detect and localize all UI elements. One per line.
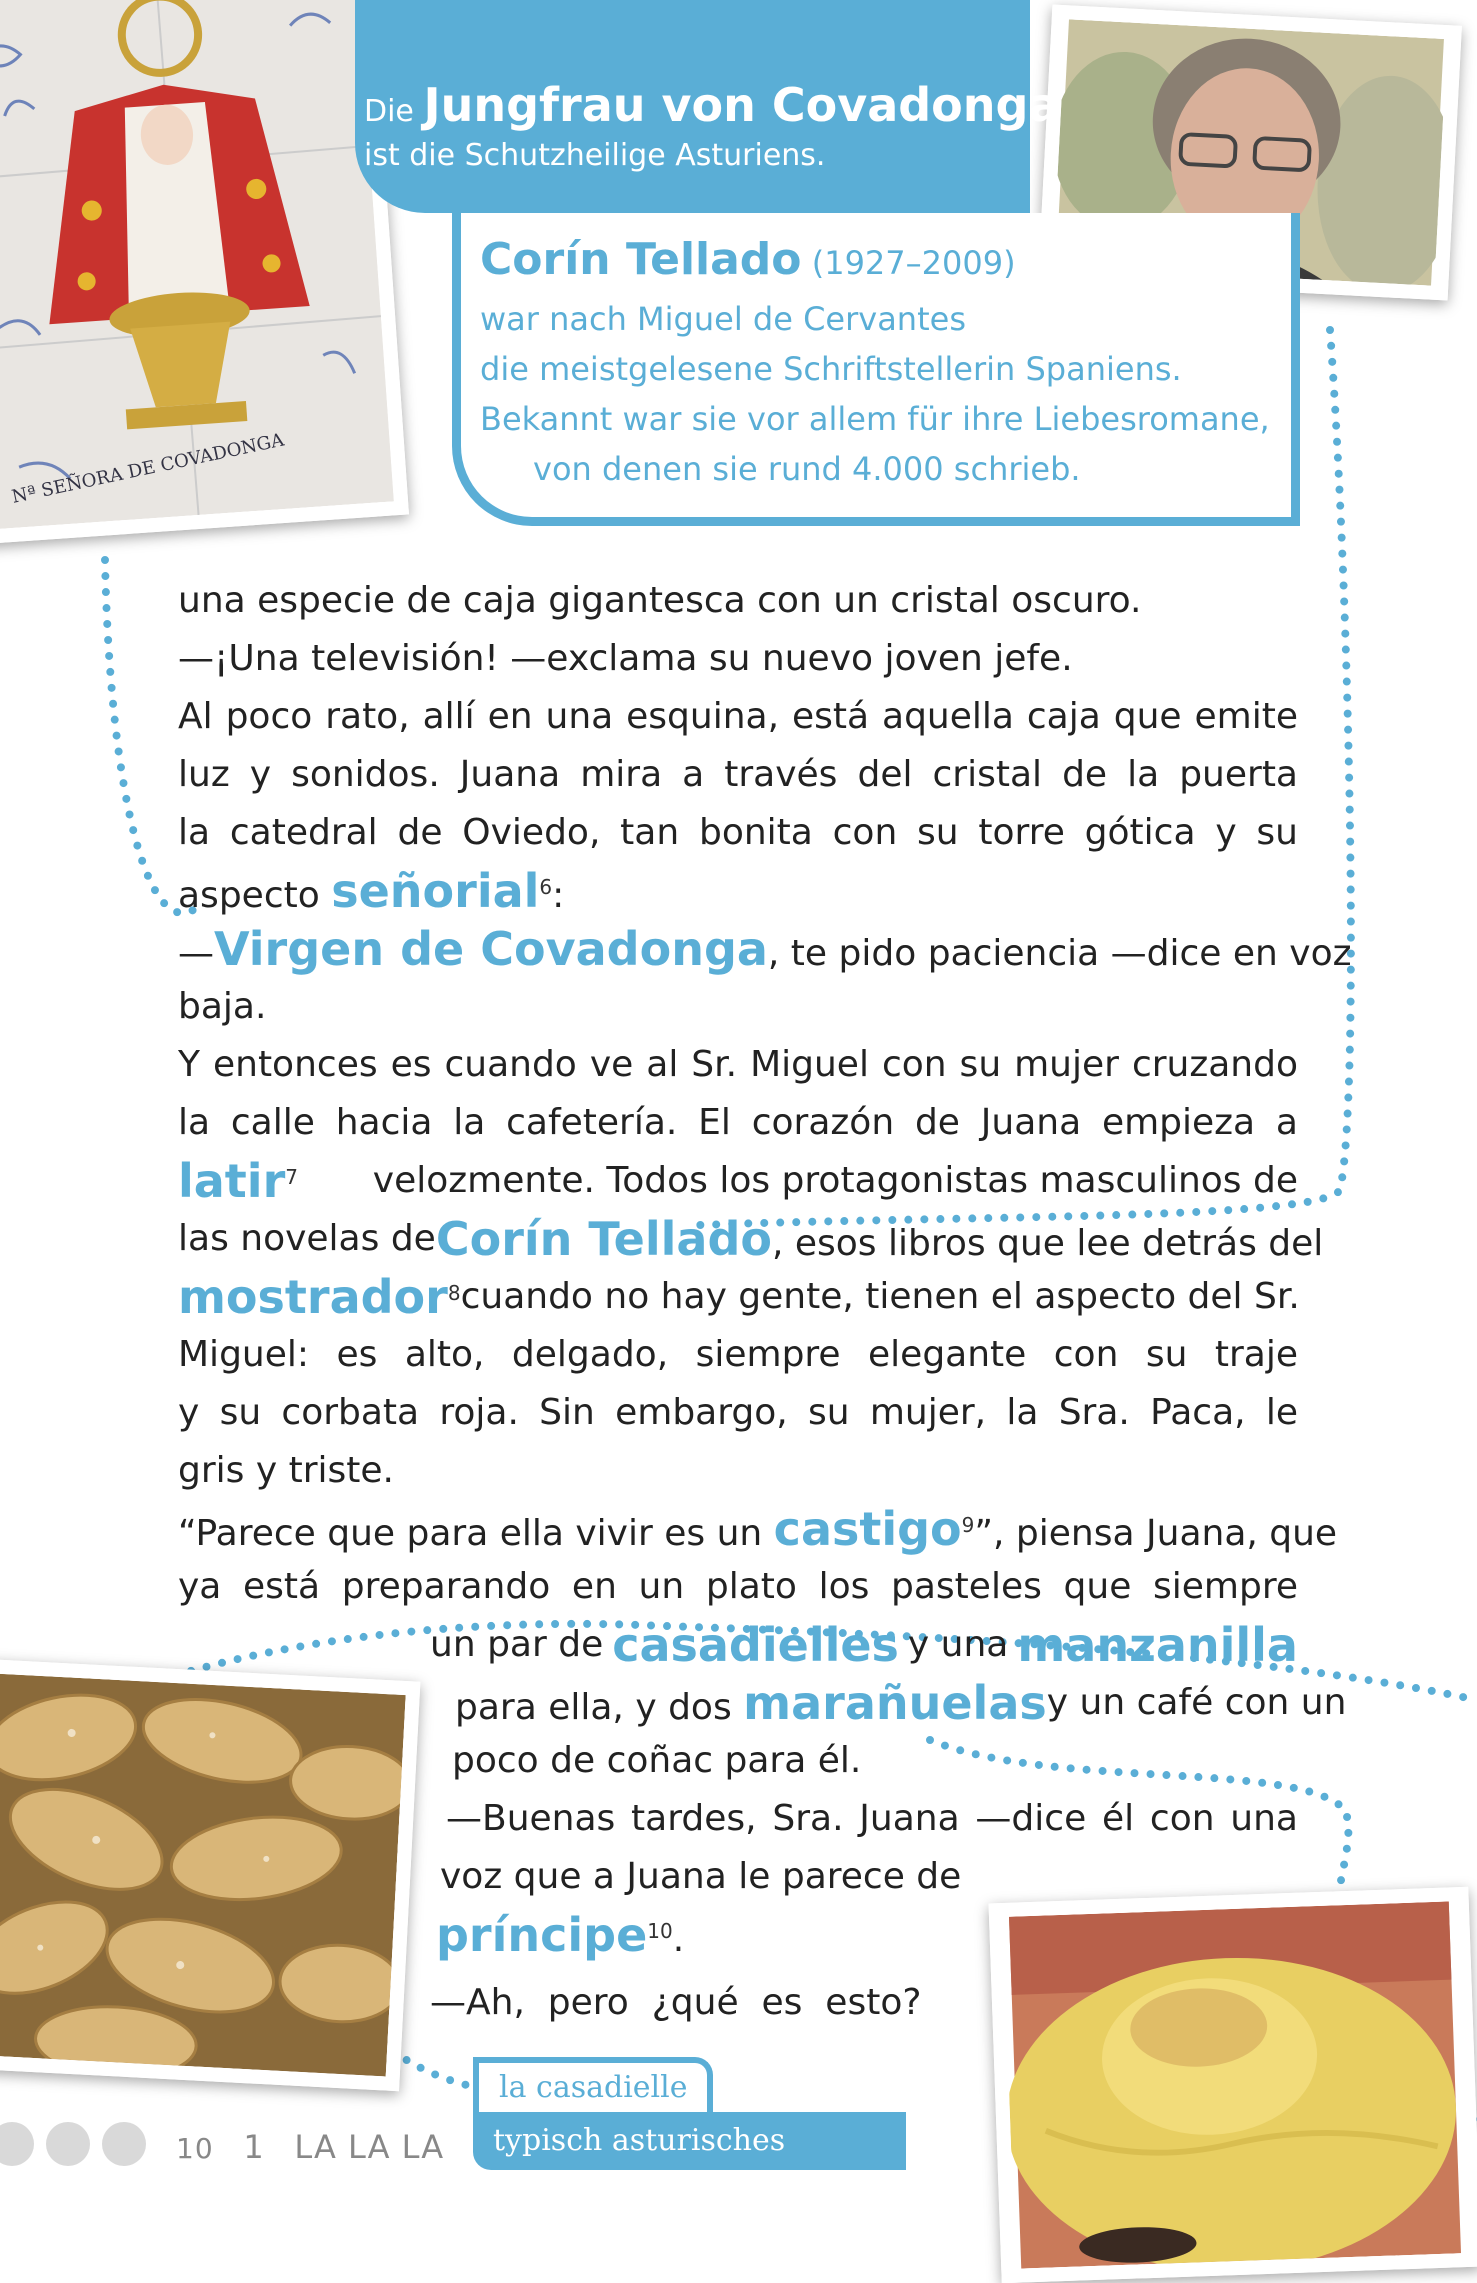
text: ”, piensa Juana, que: [974, 1513, 1338, 1554]
body-line-11: [178, 1152, 1298, 1215]
body-line-16: gris y triste.: [178, 1450, 394, 1491]
footnote-ref: 9: [961, 1513, 975, 1537]
text: cuando no hay gente, tienen el aspecto del Sr.: [460, 1276, 1300, 1317]
text: para ella, y dos: [455, 1687, 732, 1728]
footnote-ref: 8: [447, 1281, 461, 1305]
text: “Parece que para ella vivir es un: [178, 1513, 763, 1554]
footnote-ref: 7: [285, 1165, 298, 1189]
text: y una: [907, 1624, 1009, 1665]
info-name: Corín Tellado: [480, 234, 802, 285]
text: y un café con un: [1046, 1682, 1347, 1723]
keyword-mostrador: mostrador: [178, 1270, 448, 1324]
body-line-22: —Buenas tardes, Sra. Juana —dice él con una: [446, 1798, 1298, 1839]
footnote-ref: 6: [539, 875, 553, 899]
footer-dot: [46, 2122, 90, 2166]
body-line-17: [178, 1500, 1338, 1563]
keyword-casadielles: casadielles: [612, 1618, 899, 1672]
text: aspecto: [178, 875, 320, 916]
text: :: [552, 875, 565, 916]
footer: [176, 2128, 444, 2166]
body-line-8: baja.: [178, 986, 267, 1027]
body-line-18: ya está preparando en un plato los pasteles que siempre: [178, 1566, 1298, 1607]
keyword-castigo: castigo: [773, 1502, 962, 1556]
info-line-3: Bekannt war sie vor allem für ihre Liebesromane,: [480, 400, 1270, 438]
page-number: 10: [176, 2132, 214, 2165]
info-years: (1927–2009): [811, 244, 1016, 282]
chapter-label: LA LA LA: [294, 2128, 445, 2166]
virgin-tile-photo: [0, 0, 409, 544]
text: , te pido paciencia —dice en voz: [767, 933, 1352, 974]
body-line-13: [178, 1268, 1298, 1331]
text: .: [672, 1919, 685, 1960]
keyword-virgen-de-covadonga: Virgen de Covadonga: [214, 922, 768, 976]
maranuela-photo: [989, 1887, 1477, 2283]
body-line-23: voz que a Juana le parece de: [440, 1856, 962, 1897]
body-line-14: Miguel: es alto, delgado, siempre elegante con su traje: [178, 1334, 1298, 1375]
body-line-19: [430, 1616, 1298, 1674]
body-line-15: y su corbata roja. Sin embargo, su mujer, la Sra. Paca, le: [178, 1392, 1298, 1433]
footer-dot: [102, 2122, 146, 2166]
text: , esos libros que lee detrás del: [771, 1223, 1324, 1264]
body-line-3: Al poco rato, allí en una esquina, está aquella caja que emite: [178, 696, 1298, 737]
info-line-2: die meistgelesene Schriftstellerin Spaniens.: [480, 350, 1182, 388]
body-line-24: [436, 1906, 936, 1969]
header-subtitle: ist die Schutzheilige Asturiens.: [364, 138, 826, 173]
keyword-maranuelas: marañuelas: [743, 1676, 1047, 1730]
keyword-senorial: señorial: [331, 864, 540, 918]
text: las novelas de: [178, 1218, 436, 1259]
body-line-9: Y entonces es cuando ve al Sr. Miguel con su mujer cruzando: [178, 1044, 1298, 1085]
info-line-1: war nach Miguel de Cervantes: [480, 300, 966, 338]
body-line-1: una especie de caja gigantesca con un cristal oscuro.: [178, 580, 1142, 621]
text: un par de: [430, 1624, 604, 1665]
keyword-manzanilla: manzanilla: [1017, 1618, 1298, 1672]
body-line-5: la catedral de Oviedo, tan bonita con su torre gótica y su: [178, 812, 1298, 853]
header-title-bold: Jungfrau von Covadonga: [423, 78, 1060, 132]
body-line-2: —¡Una televisión! —exclama su nuevo joven jefe.: [178, 638, 1073, 679]
info-heading: [480, 234, 1016, 285]
caption-title: la casadielle: [473, 2057, 713, 2112]
virgin-of-covadonga-image: [0, 0, 394, 529]
body-line-12: [178, 1210, 1324, 1273]
keyword-corin-tellado: Corín Tellado: [435, 1212, 772, 1266]
pastries-image: [0, 1673, 406, 2076]
tile-inscription: Nª SEÑORA DE COVADONGA: [9, 429, 286, 508]
body-line-20: [455, 1674, 1347, 1737]
body-line-10: la calle hacia la cafetería. El corazón de Juana empieza a: [178, 1102, 1298, 1143]
casadielles-photo: [0, 1659, 420, 2091]
body-line-6: [178, 862, 1298, 925]
info-line-4: von denen sie rund 4.000 schrieb.: [533, 450, 1081, 488]
body-line-25: —Ah, pero ¿qué es esto?: [430, 1982, 922, 2023]
text: —: [178, 933, 214, 974]
header-title: [364, 78, 1059, 132]
header-prefix: Die: [364, 94, 414, 129]
keyword-latir: latir: [178, 1154, 286, 1208]
body-line-7: [178, 920, 1352, 983]
caption-subtitle: typisch asturisches Gebäck: [473, 2112, 906, 2170]
text: velozmente. Todos los protagonistas masculinos de: [372, 1160, 1298, 1201]
body-line-4: luz y sonidos. Juana mira a través del cristal de la puerta: [178, 754, 1298, 795]
bread-image: [1003, 1901, 1467, 2269]
keyword-principe: príncipe: [436, 1908, 648, 1962]
body-line-21: poco de coñac para él.: [452, 1740, 862, 1781]
chapter-number: 1: [243, 2128, 265, 2166]
footnote-ref: 10: [647, 1919, 673, 1943]
